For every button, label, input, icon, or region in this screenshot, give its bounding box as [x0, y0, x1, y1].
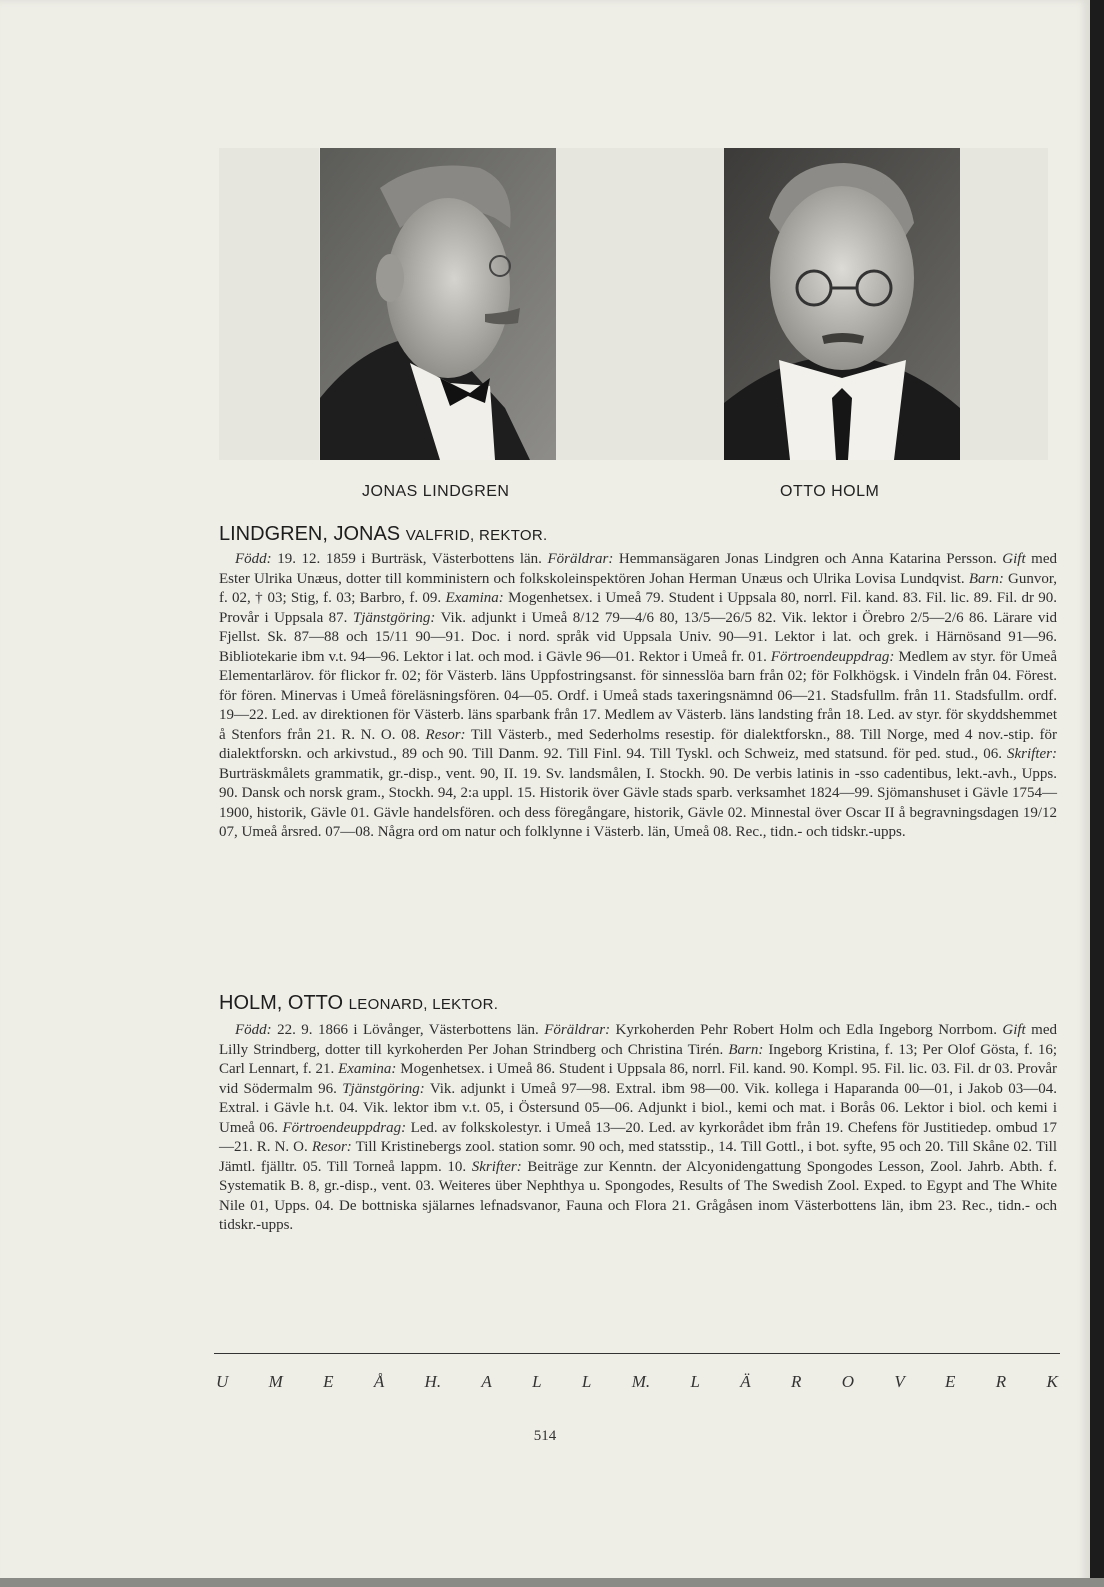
footer-letter: E — [323, 1372, 334, 1391]
entry-name: LINDGREN, JONAS — [219, 523, 401, 545]
field-label: Barn: — [968, 570, 1004, 587]
portrait-photo-jonas-lindgren — [320, 148, 556, 460]
page-edge-shadow — [1090, 0, 1104, 1587]
field-label: Förtroendeuppdrag: — [770, 648, 895, 665]
portrait-caption-right: OTTO HOLM — [780, 483, 880, 500]
footer-letter: R — [790, 1372, 802, 1391]
portrait-caption-left: JONAS LINDGREN — [362, 483, 510, 500]
field-label: Resor: — [425, 726, 466, 743]
footer-letter: Å — [373, 1372, 385, 1391]
field-label: Skrifter: — [471, 1158, 522, 1175]
field-label: Examina: — [445, 590, 504, 606]
field-text: 19. 12. 1859 i Burträsk, Västerbottens län. — [271, 551, 548, 567]
entry-body — [219, 550, 1057, 843]
bleed-through-shadow — [556, 148, 724, 460]
field-text: Kyrkoherden Pehr Robert Holm och Edla Ingeborg Norrbom. — [610, 1022, 1003, 1038]
entry-body — [219, 1021, 1057, 1236]
footer-letter: Ä — [740, 1372, 751, 1391]
field-text: 22. 9. 1866 i Lövånger, Västerbottens län. — [271, 1022, 545, 1038]
footer-letter: U — [216, 1372, 229, 1391]
entry-heading — [219, 523, 548, 546]
field-label: Föräldrar: — [547, 551, 614, 567]
page-number: 514 — [533, 1428, 557, 1444]
footer-letter: O — [841, 1372, 854, 1391]
field-text: Ingeborg Kristina, f. 13; Per Olof Gösta, f. 16; Carl Lennart, f. 21. — [219, 1041, 1057, 1077]
field-text: Gunvor, f. 02, † 03; Stig, f. 03; Barbro, f. 09. — [219, 570, 1058, 606]
entry-subtitle: VALFRID, REKTOR. — [405, 527, 548, 544]
field-text: Till Kristinebergs zool. station somr. 90 och, med statsstip., 14. Till Gottl., i bot. syfte, 95 och 20. Till Skåne 02. Till Jämtl. fjälltr. 05. Till Torneå lappm. 10. — [219, 1139, 1057, 1175]
footer-letter: M — [268, 1372, 283, 1391]
field-text: Mogenhetsex. i Umeå 86. Student i Uppsala 86, norrl. Fil. kand. 90. Kompl. 95. Fil. lic. 03. Fil. dr 03. Provår vid Södermalm 96. — [219, 1061, 1057, 1097]
running-footer — [216, 1372, 1058, 1392]
footer-letter: V — [894, 1372, 905, 1391]
footer-letter: L — [690, 1372, 700, 1391]
field-label: Föräldrar: — [544, 1022, 611, 1038]
footer-divider — [214, 1353, 1060, 1354]
portrait-photo-otto-holm — [724, 148, 960, 460]
field-text: med Ester Ulrika Unæus, dotter till komministern och folkskoleinspektören Johan Herman Unæus och Ulrika Lovisa Lundqvist. — [219, 551, 1058, 587]
footer-letter: H. — [424, 1372, 442, 1391]
footer-letter: A — [481, 1372, 492, 1391]
field-label: Tjänstgöring: — [352, 609, 436, 626]
footer-letter: M. — [631, 1372, 651, 1391]
field-text: Mogenhetsex. i Umeå 79. Student i Uppsala 80, norrl. Fil. kand. 83. Fil. lic. 89. Fil. dr 90. Provår i Uppsala 87. — [219, 590, 1057, 626]
field-text: Led. av folkskolestyr. i Umeå 13—20. Led. av kyrkorådet ibm från 19. Chefens för Justitiedep. ombud 17—21. R. N. O. — [219, 1119, 1057, 1155]
field-text: Vik. adjunkt i Umeå 97—98. Extral. ibm 98—00. Vik. kollega i Haparanda 00—01, i Jakob 03—04. Extral. i Gävle h.t. 04. Vik. lektor ibm v.t. 05, i Östersund 05—06. Adjunkt i biol., kemi och mat. i Borås 06. Lektor i biol. och kemi i Umeå 06. — [219, 1080, 1057, 1136]
field-label: Skrifter: — [1007, 746, 1057, 762]
bleed-through-shadow — [960, 148, 1048, 460]
footer-letter: R — [995, 1372, 1007, 1391]
field-label: Född: — [235, 551, 272, 567]
bleed-through-shadow — [219, 148, 319, 460]
entry-heading — [219, 992, 498, 1015]
entry-name: HOLM, OTTO — [219, 992, 344, 1014]
field-label: Resor: — [311, 1139, 352, 1155]
field-label: Tjänstgöring: — [342, 1080, 425, 1097]
field-text: Medlem av styr. för Umeå Elementarlärov. för flickor fr. 02; för Västerb. läns Uppfostringsanst. för sinnesslöa barn från 02; för Folkhögsk. i Vindeln från 04. Förest. för fören. Minervas i Umeå föreläsningsfören. 04—05. Ordf. i Umeå stads taxeringsnämnd 06—21. Stadsfullm. från 11. Stadsfullm. ordf. 19—22. Led. av direktionen för Västerb. läns sparbank från 17. Medlem av Västerb. läns landsting från 18. Led. av styr. för skyddshemmet å Stenfors från 21. R. N. O. 08. — [219, 648, 1057, 743]
field-text: Vik. adjunkt i Umeå 8/12 79—4/6 80, 13/5—26/5 82. Vik. lektor i Örebro 2/5—2/6 86. Lärare vid Fjellst. Sk. 87—88 och 15/11 90—91. Doc. i nord. språk vid Uppsala Univ. 90—91. Lektor i lat. och grek. i Härnösand 91—96. Bibliotekarie ibm v.t. 94—96. Lektor i lat. och mod. i Gävle 96—01. Rektor i Umeå fr. 01. — [219, 609, 1057, 665]
field-label: Gift — [1002, 551, 1026, 567]
entry-subtitle: LEONARD, LEKTOR. — [348, 996, 499, 1013]
field-text: Beiträge zur Kenntn. der Alcyonidengattung Spongodes Lesson, Zool. Jahrb. Abth. f. Systematik B. 8, gr.-disp., vent. 03. Weiteres über Nephthya u. Spongodes, Results of The Swedish Zool. Exped. to Egypt and The White Nile 01, Upps. 04. De bottniska själarnes lefnadsvanor, Fauna och Flora 21. Grågåsen inom Västerbottens län, ibm 23. Rec., tidn.- och tidskr.-upps. — [219, 1158, 1057, 1233]
page-edge-bottom — [0, 1578, 1104, 1587]
field-label: Förtroendeuppdrag: — [282, 1119, 407, 1136]
field-label: Barn: — [728, 1041, 764, 1058]
field-text: med Lilly Strindberg, dotter till kyrkoherden Per Johan Strindberg och Christina Tirén. — [219, 1022, 1057, 1058]
field-label: Född: — [235, 1022, 272, 1038]
field-label: Examina: — [338, 1061, 397, 1077]
footer-letter: L — [532, 1372, 542, 1391]
field-text: Hemmansägaren Jonas Lindgren och Anna Katarina Persson. — [613, 551, 1003, 567]
footer-letter: L — [581, 1372, 592, 1391]
field-text: Burträskmålets grammatik, gr.-disp., vent. 90, II. 19. Sv. landsmålen, I. Stockh. 90. De verbis latinis in -sso cadentibus, lekt.-avh., Upps. 90. Dansk och norsk gram., Stockh. 94, 2:a uppl. 15. Historik över Gävle stads sparb. verksamhet 1824—99. Sjömanshuset i Gävle 1754—1900, historik, Gävle 01. Gävle handelsfören. och dess föregångare, historik, Gävle 02. Minnestal över Oscar II å begravningsdagen 19/12 07, Umeå årsred. 07—08. Några ord om natur och folklynne i Västerb. län, Umeå 08. Rec., tidn.- och tidskr.-upps. — [219, 765, 1057, 840]
field-label: Gift — [1002, 1022, 1026, 1038]
footer-letter: E — [945, 1372, 956, 1391]
field-text: Till Västerb., med Sederholms resestip. för dialektforskn., 88. Till Norge, med 4 nov.-stip. för dialektforskn. och arkivstud., 89 och 90. Till Danm. 92. Till Finl. 94. Till Tyskl. och Schweiz, med statsund. för ped. stud., 06. — [219, 726, 1057, 762]
footer-letter: K — [1046, 1372, 1058, 1391]
